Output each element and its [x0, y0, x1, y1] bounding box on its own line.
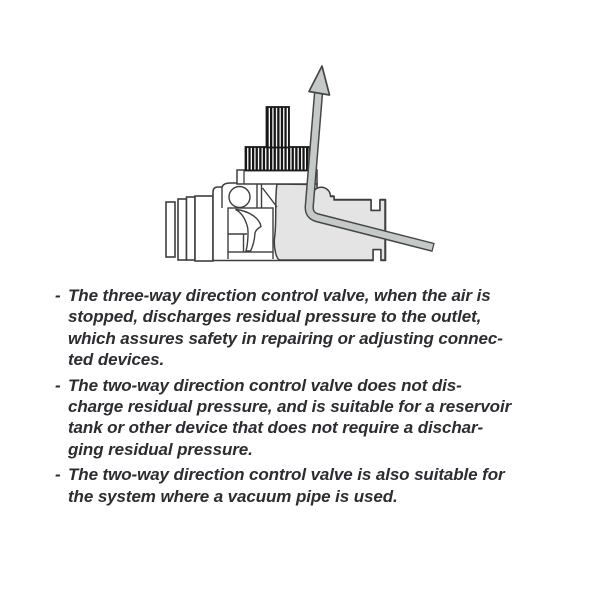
- note-line-text: The three-way direction control valve, when the air is: [68, 286, 491, 305]
- knob-stem: [267, 107, 290, 148]
- note-line: which assures safety in repairing or adjusting connec-: [68, 328, 503, 348]
- adjustment-knob: [237, 107, 317, 184]
- knob-knurl: [246, 147, 310, 171]
- note-line: [55, 375, 560, 396]
- knob-collar: [237, 170, 317, 184]
- ball-detent: [229, 187, 250, 208]
- note-line: ted devices.: [68, 350, 165, 370]
- notes-text: [55, 285, 560, 507]
- note-line: [55, 464, 560, 485]
- note-line: stopped, discharges residual pressure to the outlet,: [68, 307, 482, 327]
- note-item-two-way: [55, 375, 560, 461]
- note-line: the system where a vacuum pipe is used.: [68, 486, 398, 506]
- note-line: ging residual pressure.: [68, 439, 253, 459]
- note-line: charge residual pressure, and is suitable for a reservoir: [68, 397, 512, 417]
- valve-diagram: [0, 0, 600, 280]
- note-item-two-way-vacuum: [55, 464, 560, 507]
- note-line: [55, 285, 560, 306]
- arrow-head: [309, 66, 330, 95]
- note-line-text: The two-way direction control valve does not dis-: [68, 375, 462, 395]
- valve-internals: [222, 184, 277, 259]
- bullet-dash: -: [55, 465, 61, 485]
- note-line-text: The two-way direction control valve is also suitable for: [68, 465, 505, 485]
- push-in-fitting: [166, 196, 213, 261]
- bullet-dash: -: [55, 375, 61, 395]
- note-item-three-way: [55, 285, 560, 371]
- note-line: tank or other device that does not require a dischar-: [68, 418, 484, 438]
- bullet-dash: -: [55, 286, 61, 305]
